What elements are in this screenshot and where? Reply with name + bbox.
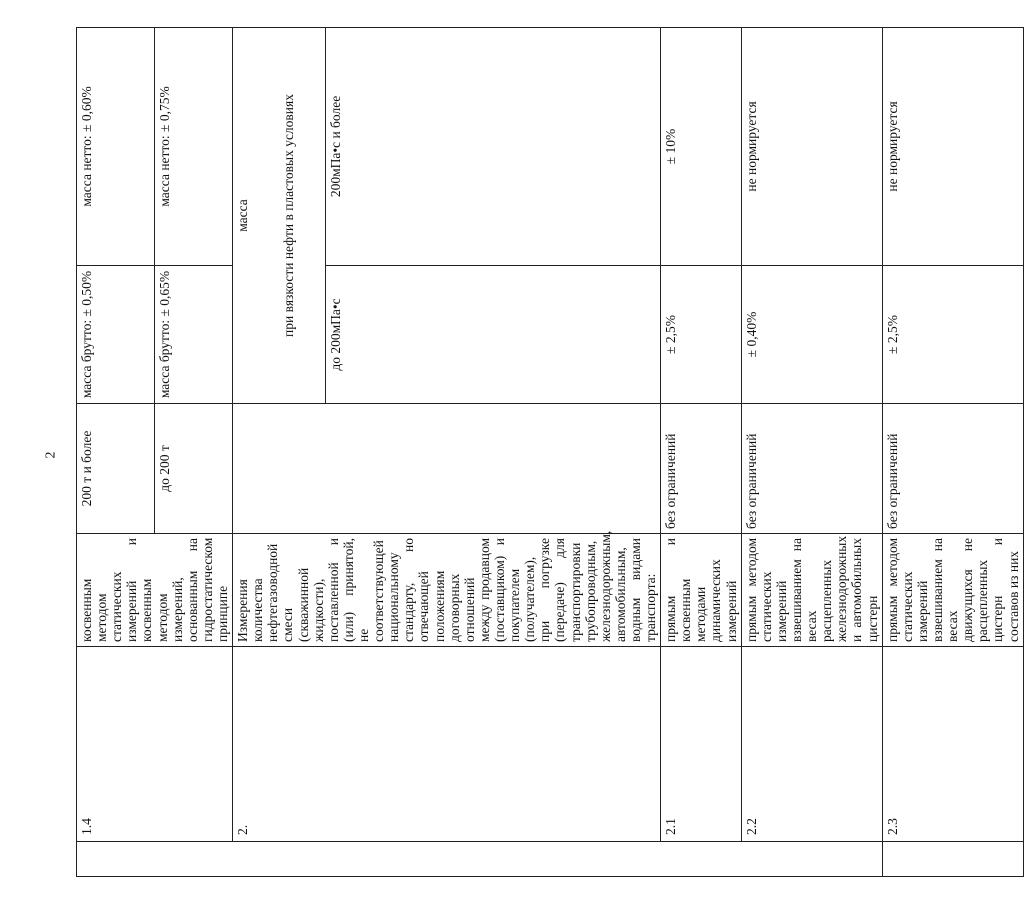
mass-limit-cell: до 200 т: [155, 403, 233, 533]
row-description: прямым методом статических измерений взвешиванием на весах движущихся не расцепленных цистерн и составов из них: [882, 534, 1023, 647]
limit-cell: без ограничений: [882, 403, 1023, 533]
row-number: 2.3: [882, 647, 1023, 842]
mass-limit-cell: 200 т и более: [77, 403, 155, 533]
table-left-edge: [882, 842, 1023, 877]
row-description: прямым методом статических измерений взвешиванием на весах расцепленных железнодорожных и автомобильных цистерн: [741, 534, 882, 647]
page-number: 2: [43, 451, 59, 459]
value-low-cell: ± 0,40%: [741, 265, 882, 403]
value-high-cell: ± 10%: [661, 27, 742, 265]
table-row: [233, 27, 280, 876]
viscosity-header: при вязкости нефти в пластовых условиях: [279, 27, 326, 403]
row-description: прямым и косвенным методами динамических измерений: [661, 534, 742, 647]
measurement-table: [76, 27, 1024, 877]
value-low-cell: ± 2,5%: [882, 265, 1023, 403]
limit-cell: без ограничений: [741, 403, 882, 533]
gross-accuracy-cell: масса брутто: ± 0,50%: [77, 265, 155, 403]
table-row: [661, 27, 742, 876]
mass-header: масса: [233, 27, 280, 403]
empty-cell: [233, 403, 661, 533]
row-number: 2.2: [741, 647, 882, 842]
value-high-cell: не нормируется: [882, 27, 1023, 265]
viscosity-high-header: 200мПа•с и более: [326, 27, 661, 265]
row-number: 2.: [233, 647, 661, 842]
value-high-cell: не нормируется: [741, 27, 882, 265]
value-low-cell: ± 2,5%: [661, 265, 742, 403]
table-row: [77, 27, 155, 876]
net-accuracy-cell: масса нетто: ± 0,60%: [77, 27, 155, 265]
net-accuracy-cell: масса нетто: ± 0,75%: [155, 27, 233, 265]
viscosity-low-header: до 200мПа•с: [326, 265, 661, 403]
table-row: [882, 27, 1023, 876]
limit-cell: без ограничений: [661, 403, 742, 533]
row-number: 1.4: [77, 647, 233, 842]
table-row: [741, 27, 882, 876]
row-description: косвенным методом статических измерений и косвенным методом измерений, основанным на гидростатическом принципе: [77, 534, 233, 647]
rotated-table-container: [76, 28, 1021, 877]
gross-accuracy-cell: масса брутто: ± 0,65%: [155, 265, 233, 403]
table-left-edge: [77, 842, 883, 877]
row-description: Измерения количества нефтегазоводной смеси (скважинной жидкости), поставленной и (или) принятой, не соответствующей национальному стандарту, но отвечающей положениям договорных отношений между продавцом (поставщиком) и покупателем (получателем), при погрузке (передаче) для транспортировки трубопроводным, железнодорожным, автомобильным, водным видами транспорта:: [233, 534, 661, 647]
row-number: 2.1: [661, 647, 742, 842]
